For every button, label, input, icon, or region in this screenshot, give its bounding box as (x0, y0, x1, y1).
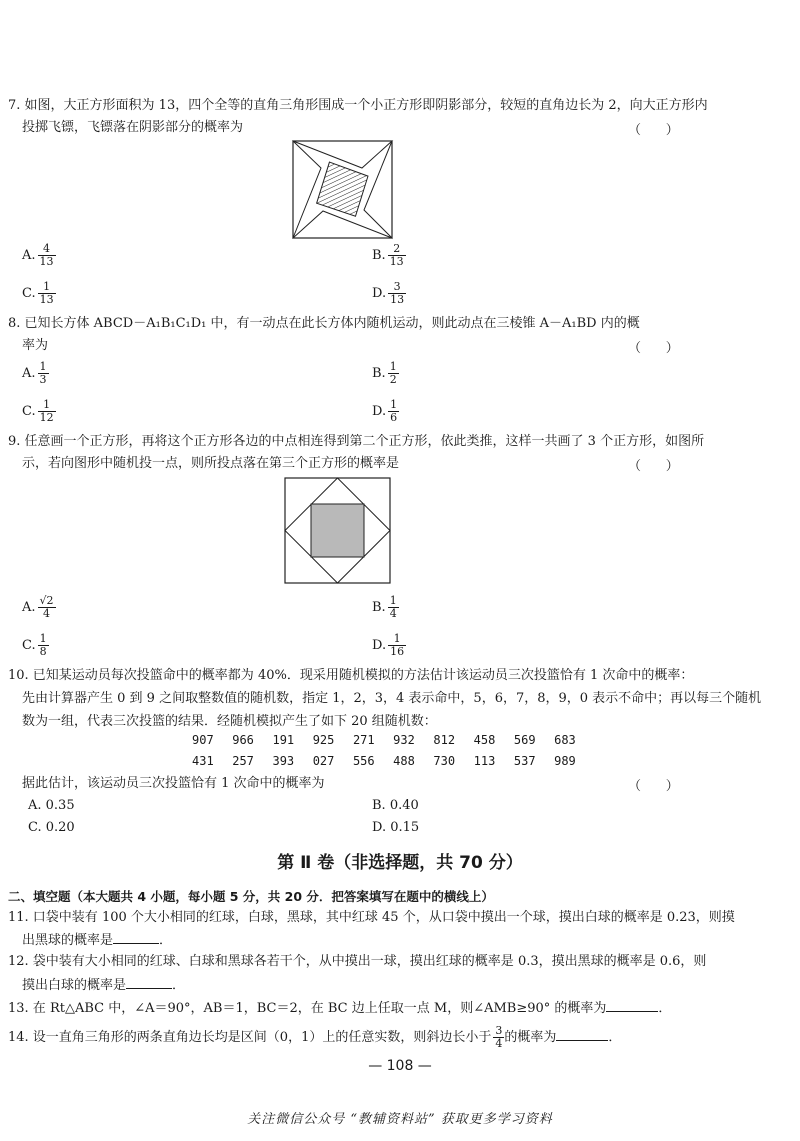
page-number: — 108 — (368, 1058, 432, 1074)
q7-shaded-square (315, 162, 370, 217)
q10-option-d: D. 0.15 (372, 820, 420, 835)
q8-option-d: D. $\frac{1}{6}$ (372, 398, 398, 424)
q12-line2: 摸出白球的概率是 ． (22, 978, 186, 993)
random-number: 271 (352, 733, 375, 747)
random-number: 393 (272, 754, 295, 768)
q7-option-a: A. $\frac{4}{13}$ (22, 242, 54, 268)
q14-answer-blank[interactable] (556, 1028, 608, 1041)
q7-line2: 投掷飞镖，飞镖落在阴影部分的概率为 (22, 120, 244, 135)
random-number: 488 (393, 754, 415, 768)
random-number: 989 (554, 754, 576, 768)
random-number: 730 (433, 754, 456, 768)
random-number: 932 (393, 733, 415, 747)
q11-line1: 11. 口袋中装有 100 个大小相同的红球，白球，黑球，其中红球 45 个，从口袋中摸出一个球，摸出白球的概率是 0.23，则摸 (8, 910, 735, 925)
q7-answer-paren: （ ） (628, 123, 679, 138)
q10-line2: 先由计算器产生 0 到 9 之间取整数值的随机数，指定 1，2，3，4 表示命中，5，6，7，8，9，0 表示不命中；再以每三个随机 (22, 691, 762, 706)
q13-answer-blank[interactable] (606, 999, 658, 1012)
random-number: 537 (513, 754, 536, 768)
q10-line4: 据此估计，该运动员三次投篮恰有 1 次命中的概率为 (22, 776, 325, 791)
q10-option-a: A. 0.35 (28, 798, 75, 813)
q11-answer-blank[interactable] (113, 931, 159, 944)
q7-option-d: D. $\frac{3}{13}$ (372, 280, 405, 306)
q8-option-a: A. $\frac{1}{3}$ (22, 360, 47, 386)
q9-answer-paren: （ ） (628, 459, 679, 474)
q10-answer-paren: （ ） (628, 779, 679, 794)
q12-line1: 12. 袋中装有大小相同的红球、白球和黑球各若干个，从中摸出一球，摸出红球的概率是 0.3，摸出黑球的概率是 0.6，则 (8, 954, 707, 969)
q13-line: 13. 在 Rt△ABC 中，∠A＝90°，AB＝1，BC＝2，在 BC 边上任取一点 M，则∠AMB≥90° 的概率为 ． (8, 1001, 672, 1016)
q10-option-c: C. 0.20 (28, 820, 75, 835)
q9-figure (284, 477, 392, 585)
q10-random-row-2 (192, 754, 587, 768)
q7-option-b: B. $\frac{2}{13}$ (372, 242, 404, 268)
q10-random-row-1 (192, 733, 587, 747)
q10-line3: 数为一组，代表三次投篮的结果．经随机模拟产生了如下 20 组随机数： (22, 714, 437, 729)
q12-answer-blank[interactable] (126, 976, 172, 989)
random-number: 556 (352, 754, 375, 768)
q9-option-b: B. $\frac{1}{4}$ (372, 594, 397, 620)
q9-line2: 示，若向图形中随机投一点，则所投点落在第三个正方形的概率是 (22, 456, 400, 471)
q9-option-a: A. $\frac{√2}{4}$ (22, 594, 54, 620)
fill-in-section-heading: 二、填空题（本大题共 4 小题，每小题 5 分，共 20 分．把答案填写在题中的横线上） (8, 889, 494, 904)
q8-option-b: B. $\frac{1}{2}$ (372, 360, 397, 386)
random-number: 257 (232, 754, 254, 768)
footer-note: 关注微信公众号 “教辅资料站” 获取更多学习资料 (247, 1112, 553, 1127)
q10-option-b: B. 0.40 (372, 798, 419, 813)
section-2-title: 第 Ⅱ 卷（非选择题，共 70 分） (277, 853, 523, 873)
q7-figure (292, 140, 394, 240)
random-number: 907 (192, 733, 214, 747)
random-number: 569 (513, 733, 536, 747)
q8-answer-paren: （ ） (628, 341, 679, 356)
q8-line1: 8. 已知长方体 ABCD－A₁B₁C₁D₁ 中，有一动点在此长方体内随机运动，则此动点在三棱锥 A－A₁BD 内的概 (8, 316, 640, 331)
random-number: 925 (312, 733, 335, 747)
random-number: 431 (192, 754, 214, 768)
q9-option-c: C. $\frac{1}{8}$ (22, 632, 47, 658)
random-number: 683 (554, 733, 576, 747)
q8-option-c: C. $\frac{1}{12}$ (22, 398, 54, 424)
q8-line2: 率为 (22, 338, 49, 353)
q9-square-3 (311, 504, 364, 557)
q11-line2: 出黑球的概率是 ． (22, 933, 173, 948)
random-number: 191 (272, 733, 295, 747)
q10-line1: 10. 已知某运动员每次投篮命中的概率都为 40%．现采用随机模拟的方法估计该运动员三次投篮恰有 1 次命中的概率： (8, 668, 694, 683)
random-number: 812 (433, 733, 456, 747)
random-number: 113 (473, 754, 496, 768)
random-number: 027 (312, 754, 335, 768)
random-number: 966 (232, 733, 254, 747)
q9-option-d: D. $\frac{1}{16}$ (372, 632, 405, 658)
q14-line: 14. 设一直角三角形的两条直角边长均是区间（0，1）上的任意实数，则斜边长小于 $\frac{3}{4}$ 的概率为 ． (8, 1024, 622, 1050)
q7-line1: 7. 如图，大正方形面积为 13，四个全等的直角三角形围成一个小正方形即阴影部分，较短的直角边长为 2，向大正方形内 (8, 98, 708, 113)
q7-option-c: C. $\frac{1}{13}$ (22, 280, 54, 306)
q9-line1: 9. 任意画一个正方形，再将这个正方形各边的中点相连得到第二个正方形，依此类推，这样一共画了 3 个正方形，如图所 (8, 434, 705, 449)
random-number: 458 (473, 733, 496, 747)
